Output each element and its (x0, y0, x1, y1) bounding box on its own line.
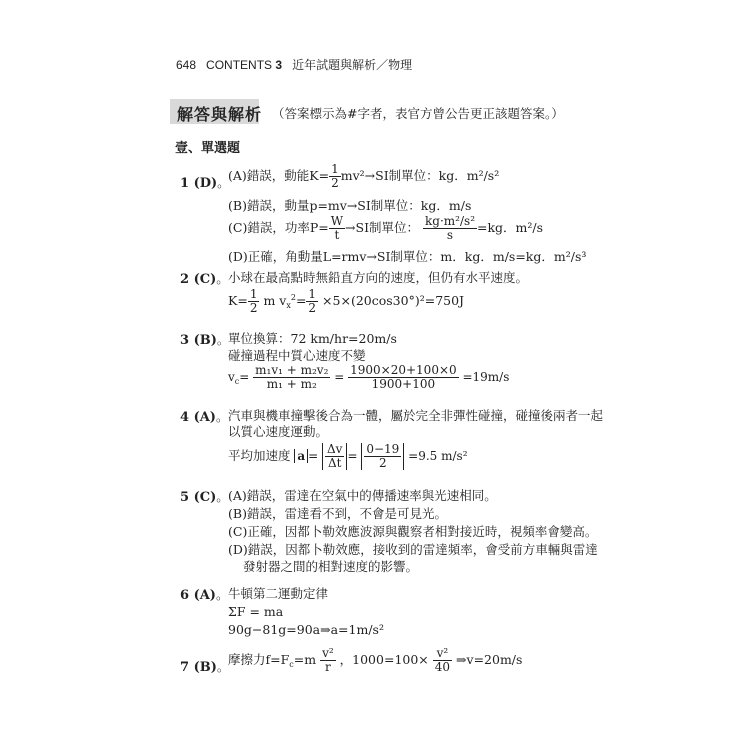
q3-line2: 碰撞過程中質心速度不變 (228, 348, 366, 363)
q5-number: 5 (C)。 (180, 489, 229, 505)
q6-line3: 90g−81g=90a⇒a=1m/s² (228, 622, 384, 637)
q1-option-c: (C)錯誤，功率P= $\frac{W}{t}$ →SI制單位： $\frac{\text{kg·m²/s²}}{s}$ =kg．m²/s (228, 214, 544, 242)
subheading: 壹、單選題 (175, 141, 241, 156)
q5-option-a: (A)錯誤，雷達在空氣中的傳播速率與光速相同。 (228, 488, 497, 503)
q1-option-a: (A)錯誤，動能K= $\frac{1}{2}$ mv²→SI制單位：kg．m²/s² (228, 162, 500, 190)
q6-line2: ΣF = ma (228, 604, 284, 619)
q5-option-c: (C)正確，因都卜勒效應波源與觀察者相對接近時，視頻率會變高。 (228, 524, 598, 539)
q3-equation: $v_c=$ $\frac{\text{m₁v₁ + m₂v₂}}{\text{m₁ + m₂}}$ = $\frac{1900\times 20+100\times 0}{1900+100}$ =19m/s (228, 363, 510, 391)
q1-option-b: (B)錯誤，動量p=mv→SI制單位：kg．m/s (228, 198, 472, 213)
q7-number: 7 (B)。 (180, 659, 230, 675)
q2-text: 小球在最高點時無鉛直方向的速度，但仍有水平速度。 (228, 270, 529, 285)
page-number: 648 (176, 58, 197, 72)
section-title: 解答與解析 (177, 105, 263, 124)
contents-label: CONTENTS (206, 58, 273, 72)
q4-equation: 平均加速度 a = $\frac{\Delta v}{\Delta t}$ = $\frac{0-19}{2}$ =9.5 m/s² (228, 442, 468, 470)
q5-option-d-line2: 發射器之間的相對速度的影響。 (243, 559, 419, 574)
q2-equation: K= $\frac{1}{2}$ m $v_x^2=$ $\frac{1}{2}$ ×5×(20cos30°)²=750J (228, 287, 465, 315)
q4-line1: 汽車與機車撞擊後合為一體，屬於完全非彈性碰撞，碰撞後兩者一起 (228, 408, 604, 423)
running-header (176, 56, 412, 73)
q4-line2: 以質心速度運動。 (228, 424, 329, 439)
q1-number: 1 (D)。 (180, 175, 230, 191)
q2-number: 2 (C)。 (180, 271, 229, 287)
q3-number: 3 (B)。 (180, 332, 230, 348)
section-note: （答案標示為#字者，表官方曾公告更正該題答案。） (272, 106, 564, 121)
q6-line1: 牛頓第二運動定律 (228, 586, 329, 601)
q5-option-b: (B)錯誤，雷達看不到，不會是可見光。 (228, 506, 447, 521)
book-title: 近年試題與解析／物理 (292, 58, 413, 72)
q4-number: 4 (A)。 (180, 409, 229, 425)
q7-equation: 摩擦力$f=F_c=m$ $\frac{\text{v²}}{r}$ ，1000=100× $\frac{\text{v²}}{40}$ ⇒v=20m/s (228, 646, 523, 674)
q6-number: 6 (A)。 (180, 587, 229, 603)
q1-option-d: (D)正確，角動量L=rmv→SI制單位：m．kg．m/s=kg．m²/s³ (228, 249, 587, 264)
q5-option-d-line1: (D)錯誤，因都卜勒效應，接收到的雷達頻率，會受前方車輛與雷達 (228, 542, 598, 557)
q3-line1: 單位換算：72 km/hr=20m/s (228, 331, 397, 346)
contents-number: 3 (275, 58, 283, 72)
